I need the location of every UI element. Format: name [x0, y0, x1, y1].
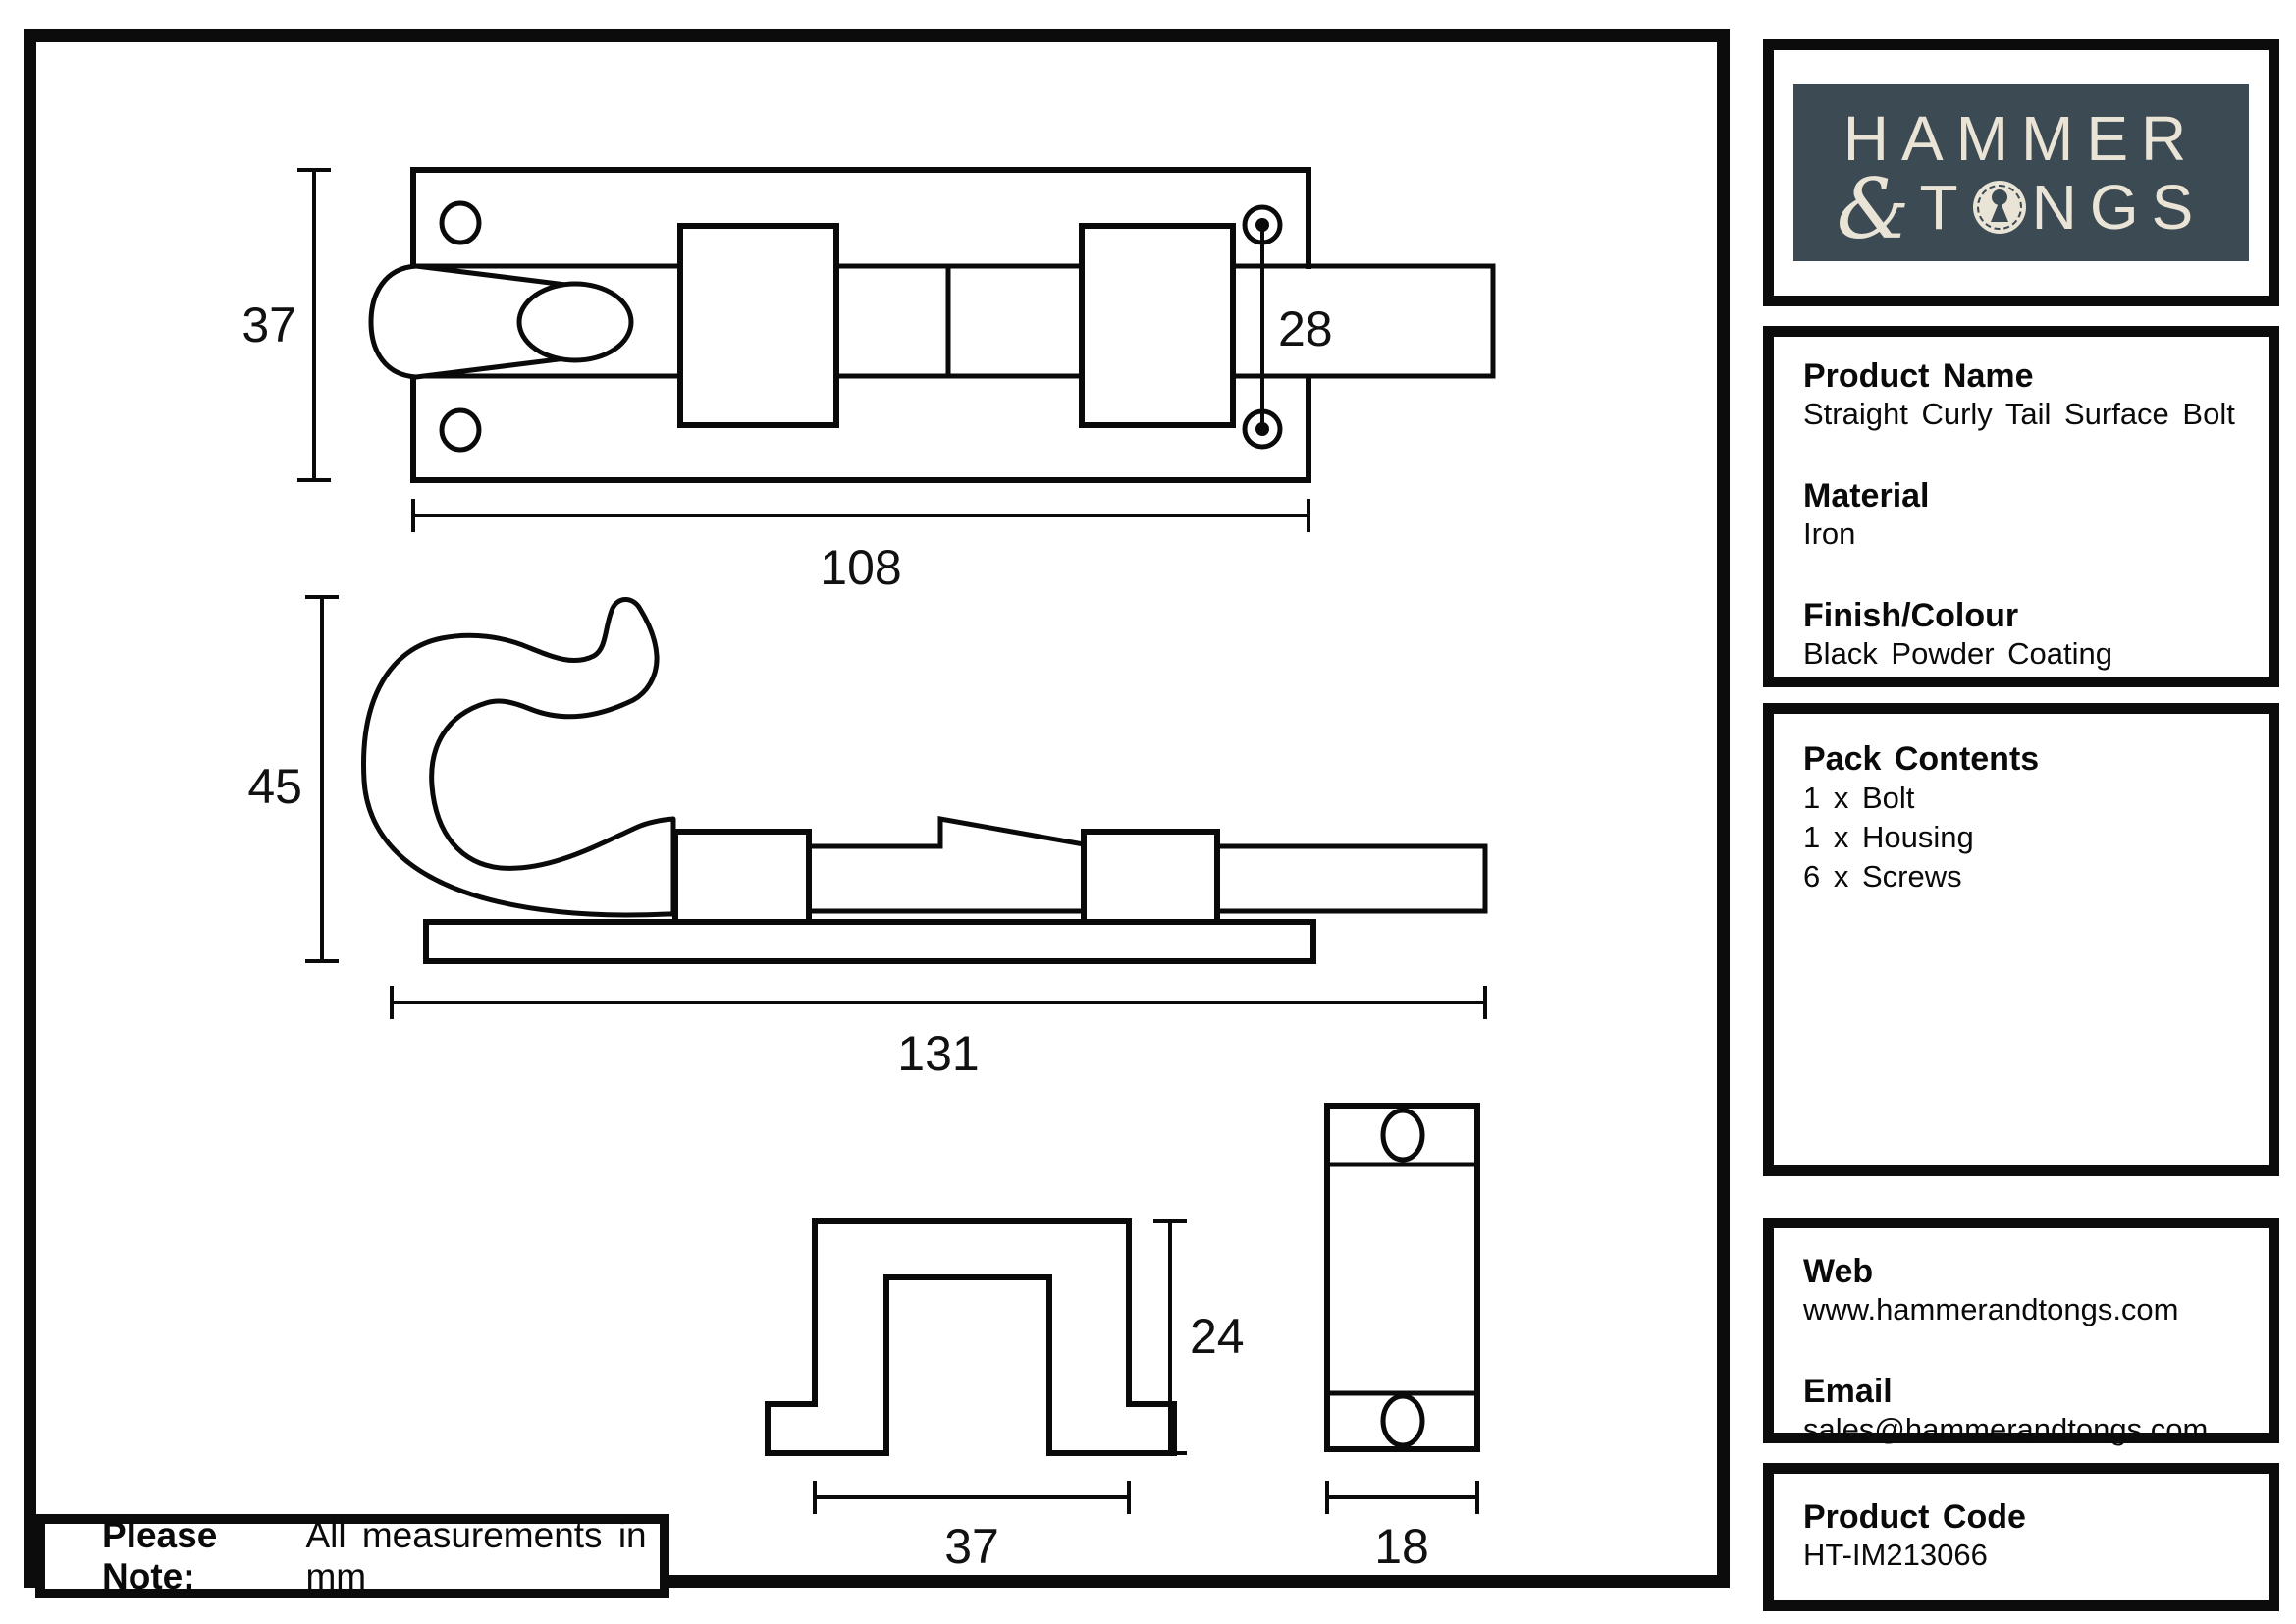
finish-value: Black Powder Coating: [1803, 636, 2112, 671]
top-view: [371, 170, 1493, 480]
finish-field: [1803, 596, 2269, 673]
knob-end-oval: [519, 284, 631, 360]
dim-bracket-width: 37: [944, 1519, 999, 1574]
pack-item: 6 x Screws: [1803, 859, 1962, 893]
finish-label: Finish/Colour: [1803, 597, 2019, 634]
side-view: [364, 599, 1485, 961]
guide-bracket-side: [675, 832, 809, 922]
note-label: Please Note:: [102, 1515, 218, 1597]
housing-outline: [768, 1221, 1174, 1453]
dim-plate-height: 37: [241, 298, 296, 352]
logo-word-hammer: HAMMER: [1842, 103, 2200, 174]
product-name-label: Product Name: [1803, 357, 2034, 395]
hammer-and-tongs-logo: [1793, 84, 2249, 261]
logo-ampersand: &: [1836, 161, 1910, 257]
pack-item: 1 x Housing: [1803, 820, 1974, 854]
keyhole-icon: [1973, 181, 2026, 234]
product-name-field: [1803, 356, 2269, 433]
product-code-value: HT-IM213066: [1803, 1538, 1988, 1572]
logo-box: [1763, 39, 2279, 306]
dim-keep-width: 18: [1374, 1519, 1429, 1574]
logo-word-tongs-ngs: NGS: [2031, 172, 2207, 243]
product-info-box: [1763, 326, 2279, 687]
side-view-baseplate: [426, 922, 1313, 961]
web-value: www.hammerandtongs.com: [1803, 1292, 2179, 1326]
pack-item: 1 x Bolt: [1803, 781, 1915, 815]
guide-bracket: [1082, 226, 1233, 425]
email-label: Email: [1803, 1373, 1893, 1410]
keep-plate-view: [1327, 1106, 1477, 1449]
email-field: [1803, 1372, 2269, 1448]
curly-tail: [364, 599, 673, 914]
product-name-value: Straight Curly Tail Surface Bolt: [1803, 397, 2235, 431]
keep-plate-dimensions: [1327, 1483, 1477, 1574]
guide-bracket: [680, 226, 836, 425]
dim-screw-spacing: 28: [1278, 301, 1333, 356]
logo-line-2: [1836, 161, 2207, 257]
guide-bracket-side: [1084, 832, 1217, 922]
pack-contents-box: [1763, 703, 2279, 1176]
logo-word-tongs-t: T: [1919, 172, 1971, 243]
measurements-note: [35, 1514, 669, 1598]
product-code-label: Product Code: [1803, 1498, 2026, 1536]
material-value: Iron: [1803, 516, 1856, 551]
dim-overall-length: 131: [897, 1026, 980, 1081]
housing-front-view: [768, 1221, 1174, 1453]
pack-contents-label: Pack Contents: [1803, 740, 2040, 778]
web-field: [1803, 1252, 2269, 1328]
dim-side-height: 45: [247, 759, 302, 814]
dim-plate-width: 108: [820, 540, 902, 595]
email-value: sales@hammerandtongs.com: [1803, 1412, 2209, 1446]
material-label: Material: [1803, 477, 1930, 514]
product-code-box: [1763, 1463, 2279, 1611]
note-text: All measurements in mm: [305, 1515, 647, 1597]
dim-bracket-height: 24: [1190, 1309, 1245, 1364]
web-label: Web: [1803, 1253, 1874, 1290]
contact-box: [1763, 1218, 2279, 1446]
material-field: [1803, 476, 2269, 553]
